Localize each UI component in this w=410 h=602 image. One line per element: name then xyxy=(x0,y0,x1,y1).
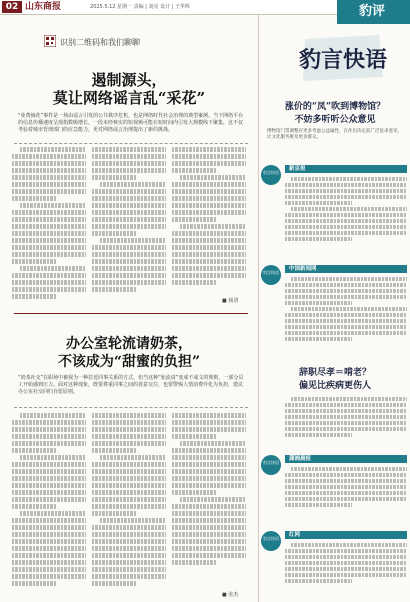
quick-comment-icon: 豹言快语 xyxy=(261,165,281,185)
issue-meta: 2025.5.12 星期一 责编 | 刘亮 设计 | 王华辉 xyxy=(90,4,190,10)
slogan: 识别二维码和我们聊聊 xyxy=(60,38,140,47)
divider xyxy=(14,143,248,144)
right-title2-line2[interactable]: 偏见比疾病更伤人 xyxy=(298,381,371,391)
qr-code-icon xyxy=(44,35,56,47)
article2-byline: ■ 张杰 xyxy=(222,592,239,598)
right-lead: 博物馆门票调整应更多考虑公益属性，在作出决定前广泛征求意见，让文化服务惠及更多群众。 xyxy=(267,129,402,140)
source-bar: 新京报 xyxy=(285,165,407,173)
article-divider xyxy=(14,313,248,314)
article2-title-line1[interactable]: 办公室轮流请奶茶， xyxy=(66,336,192,352)
right-title2-line1[interactable]: 辞职尽孝＝啃老？ xyxy=(298,368,371,378)
source-bar: 中国新闻网 xyxy=(285,265,407,273)
title2-body xyxy=(285,397,407,449)
article1-body-col1 xyxy=(12,147,86,307)
quick-comment-icon: 豹言快语 xyxy=(261,265,281,285)
article2-lead: “奶茶社交”在职场中被视为一种拉近同事关系的方式，但当这种“轮流请”变成不成文的规则，一部分员工开始感到压力。面对这种现象，既要尊重同事之间的善意交往，也要警惕人情消费异化为负担，建议办公室社交回归自愿原则。 xyxy=(18,375,244,395)
source-bar: 红网 xyxy=(285,531,407,539)
article2-body-col1 xyxy=(12,413,86,599)
right-title-line2[interactable]: 不妨多听听公众意见 xyxy=(294,115,376,125)
article1-lead: “免费摘花”事件是一场由谣言引发的公共秩序危机，也是网络时代社会治理的典型案例。当下网络平台的信息传播速度呈现指数级增长，一段未经核实的短视频可能在短时间内引发大规模线下聚集，这不仅考验着城市管理部门的应急能力，更对网络谣言治理提出了新的挑战。 xyxy=(18,113,244,133)
article1-body-col3 xyxy=(172,147,246,297)
column-logo xyxy=(299,29,387,85)
quick-comment-icon: 豹言快语 xyxy=(261,531,281,551)
right-column xyxy=(258,15,410,602)
source-bar: 潇湘晨报 xyxy=(285,455,407,463)
column-logo-text: 豹言快语 xyxy=(299,47,387,73)
article1-body-col2 xyxy=(92,147,166,307)
item3-body xyxy=(285,467,407,523)
item4-body xyxy=(285,543,407,599)
article1-title-line2[interactable]: 莫让网络谣言乱“采花” xyxy=(52,89,206,107)
article1-byline: ■ 杨清 xyxy=(222,298,239,304)
article2-body-col2 xyxy=(92,413,166,599)
article2-body-col3 xyxy=(172,413,246,589)
item2-body xyxy=(285,277,407,357)
article2-title-line2[interactable]: 不该成为“甜蜜的负担” xyxy=(57,354,201,370)
page-number: 02 xyxy=(2,1,22,13)
right-title-line1[interactable]: 涨价的“凤”吹到博物馆？ xyxy=(284,102,386,112)
quick-comment-icon: 豹言快语 xyxy=(261,455,281,475)
paper-name: 山东商报 xyxy=(25,2,62,12)
left-column xyxy=(0,15,258,602)
item1-body xyxy=(285,177,407,257)
section-name: 豹评 xyxy=(359,4,386,19)
divider xyxy=(14,407,248,408)
article1-title-line1[interactable]: 遏制源头， xyxy=(91,71,167,89)
